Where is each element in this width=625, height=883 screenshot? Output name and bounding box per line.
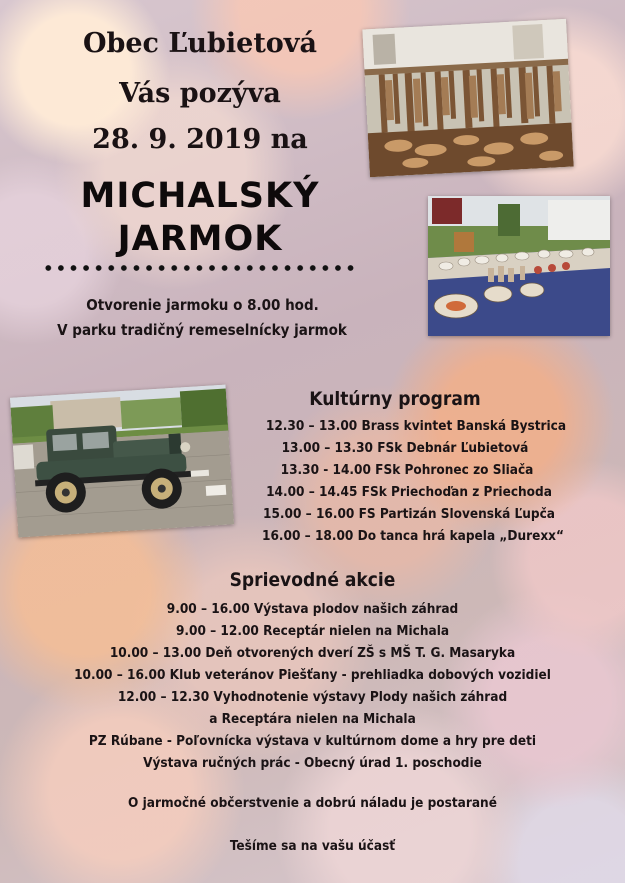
title-line-1: MICHALSKÝ	[80, 176, 320, 216]
events-item: Výstava ručných prác - Obecný úrad 1. poschodie	[143, 755, 482, 771]
refreshments-note: O jarmočné občerstvenie a dobrú náladu je postarané	[128, 795, 497, 811]
events-item: 12.00 – 12.30 Vyhodnotenie výstavy Plody našich záhrad	[117, 689, 508, 705]
program-item: 13.30 - 14.00 FSk Pohronec zo Sliača	[280, 462, 534, 478]
program-item: 13.00 – 13.30 FSk Debnár Ľubietová	[281, 440, 529, 456]
program-item: 16.00 – 18.00 Do tanca hrá kapela „Durexx“	[262, 528, 564, 544]
program-item: 14.00 – 14.45 FSk Priechoďan z Priechoda	[266, 484, 552, 500]
photo-vintage-car	[10, 385, 234, 538]
header-invites: Vás pozýva	[119, 78, 281, 109]
program-item: 12.30 – 13.00 Brass kvintet Banská Bystrica	[265, 418, 567, 434]
events-title: Sprievodné akcie	[229, 569, 396, 591]
intro-market: V parku tradičný remeselnícky jarmok	[57, 321, 347, 339]
intro-opening: Otvorenie jarmoku o 8.00 hod.	[86, 296, 319, 314]
events-item: a Receptára nielen na Michala	[209, 711, 416, 727]
header-village: Obec Ľubietová	[82, 28, 317, 59]
photo-ceramics-table	[428, 196, 610, 336]
events-item: PZ Rúbane - Poľovnícka výstava v kultúrnom dome a hry pre deti	[88, 733, 537, 749]
program-item: 15.00 – 16.00 FS Partizán Slovenská Ľupča	[263, 506, 555, 522]
events-item: 10.00 – 13.00 Deň otvorených dverí ZŠ s MŠ T. G. Masaryka	[109, 645, 516, 661]
events-item: 9.00 – 12.00 Receptár nielen na Michala	[175, 623, 450, 639]
events-item: 10.00 – 16.00 Klub veteránov Piešťany - prehliadka dobových vozidiel	[74, 667, 551, 683]
photo-crafts-stall	[362, 19, 573, 177]
dotted-divider	[42, 262, 360, 274]
events-item: 9.00 – 16.00 Výstava plodov našich záhrad	[166, 601, 459, 617]
title-line-2: JARMOK	[117, 219, 283, 259]
header-date: 28. 9. 2019 na	[92, 124, 308, 155]
program-title: Kultúrny program	[309, 388, 481, 410]
closing-note: Tešíme sa na vašu účasť	[229, 838, 396, 854]
